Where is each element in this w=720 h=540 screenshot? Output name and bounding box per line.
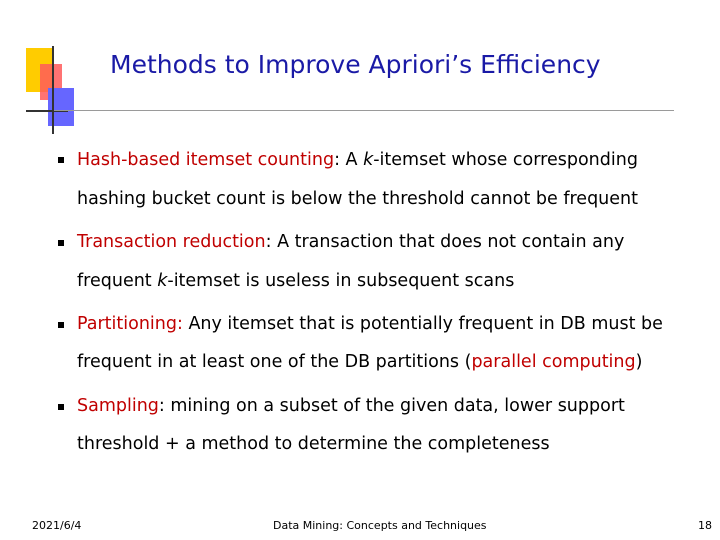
term-sampling: Sampling [77,396,159,416]
bullet-text: -itemset is useless in subsequent scans [167,271,515,291]
bullet-1-line-1 [77,149,638,171]
term-partitioning: Partitioning: [77,314,183,334]
bullet-3-line-2 [77,351,642,373]
k-variable: k [363,150,374,170]
term-parallel-computing: parallel computing [471,352,636,372]
term-hash-based-counting: Hash-based itemset counting [77,150,335,170]
bullet-marker [58,404,64,410]
bullet-4-line-1 [77,395,625,417]
bullet-text: : mining on a subset of the given data, lower support [158,396,625,416]
corner-decoration-vertical-line [52,46,54,134]
bullet-2-line-2 [77,270,514,292]
bullet-text: : A [334,150,364,170]
bullet-4-line-2: threshold + a method to determine the completeness [77,434,550,454]
footer-date: 2021/6/4 [32,519,82,532]
bullet-text: : A transaction that does not contain any [265,232,625,252]
slide-title: Methods to Improve Apriori’s Efficiency [110,50,601,79]
bullet-text: -itemset whose corresponding [373,150,638,170]
bullet-3-line-1 [77,313,663,335]
bullet-marker [58,322,64,328]
bullet-1-line-2: hashing bucket count is below the threshold cannot be frequent [77,189,638,209]
bullet-marker [58,157,64,163]
k-variable: k [157,271,168,291]
bullet-marker [58,240,64,246]
term-transaction-reduction: Transaction reduction [77,232,266,252]
bullet-text: Any itemset that is potentially frequent in DB must be [182,314,663,334]
bullet-text: ) [635,352,643,372]
bullet-text: frequent [77,271,158,291]
page-number: 18 [698,519,712,532]
bullet-text: frequent in at least one of the DB partitions ( [77,352,472,372]
title-rule [54,110,674,111]
footer-course-title: Data Mining: Concepts and Techniques [273,519,487,532]
bullet-2-line-1 [77,231,624,253]
